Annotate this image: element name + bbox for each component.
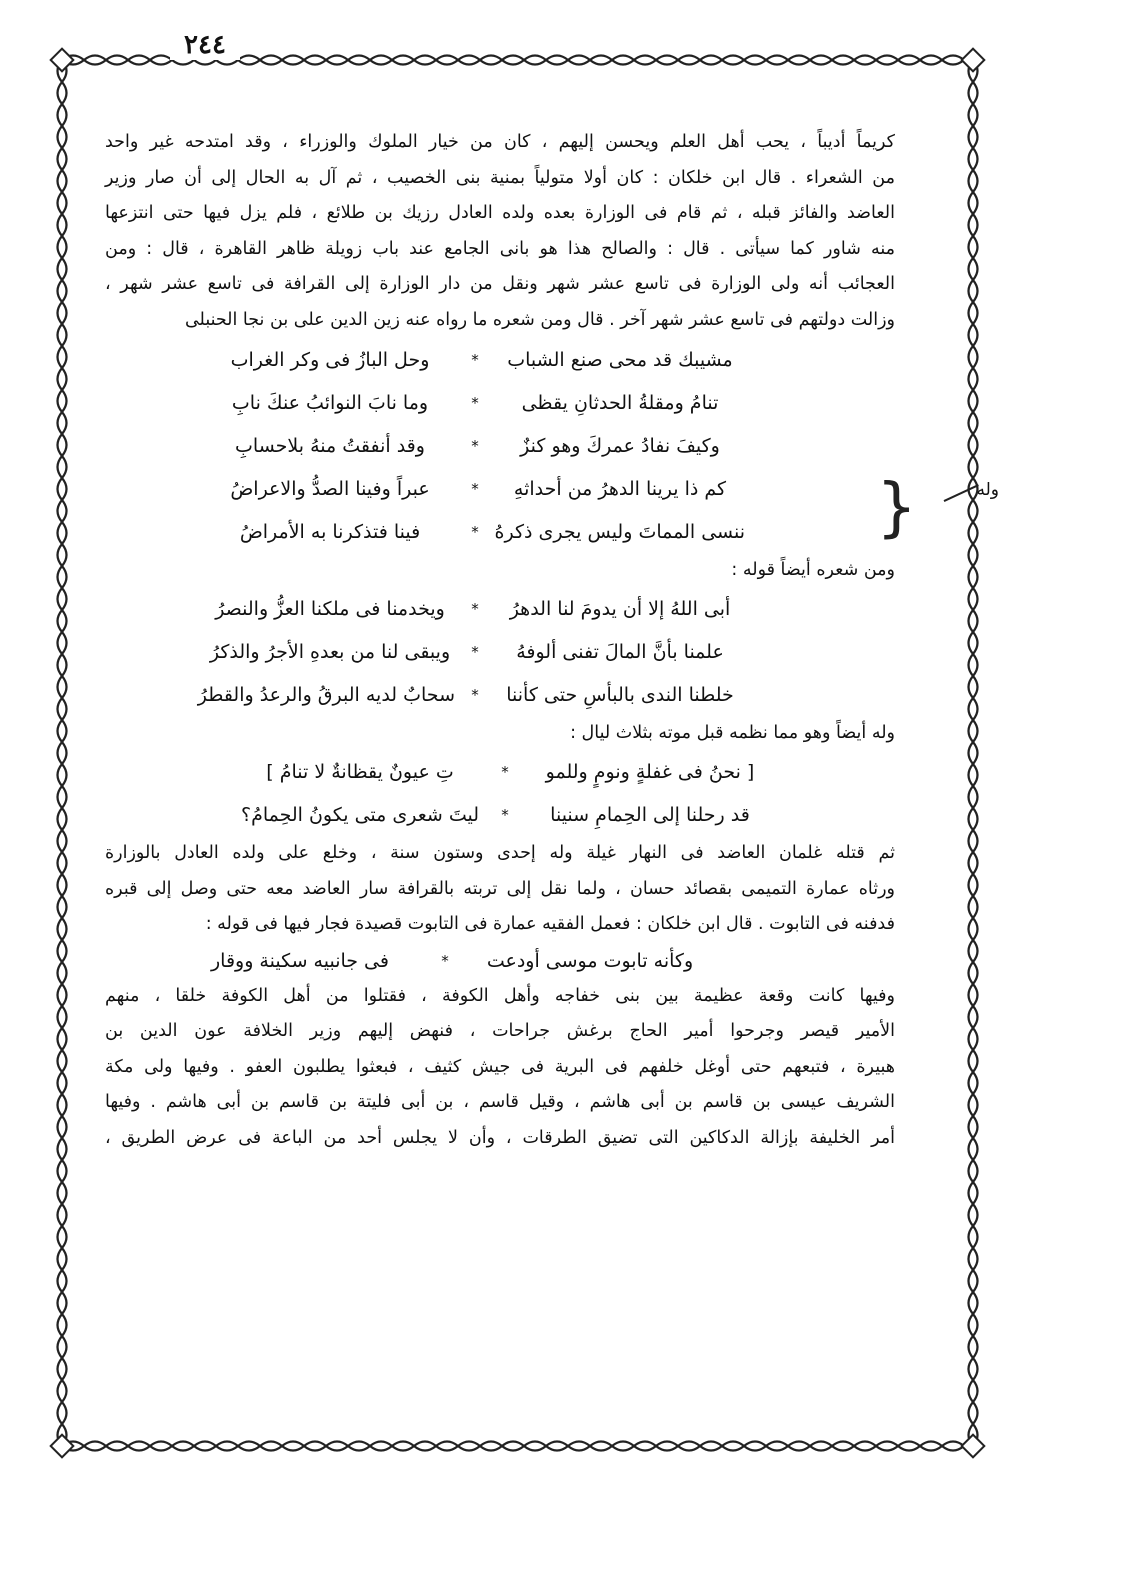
verse bbox=[105, 630, 745, 673]
verse-separator: * bbox=[471, 436, 479, 455]
verse bbox=[105, 424, 745, 467]
verse-first-half: أبى اللهُ إلا أن يدومَ لنا الدهرُ bbox=[509, 597, 731, 620]
verse-second-half: تِ عيونٌ يقظانةٌ لا تنامُ ] bbox=[266, 760, 454, 783]
verse-second-half: سحابٌ لديه البرقُ والرعدُ والقطرُ bbox=[197, 683, 455, 706]
verse-second-half: فينا فتذكرنا به الأمراضُ bbox=[239, 520, 421, 543]
verse bbox=[105, 510, 745, 553]
text-line: العاضد والفائز قبله ، ثم قام فى الوزارة بعده ولده العادل رزيك بن طلائع ، فلم يزل فيها حتى انتزعها bbox=[105, 203, 895, 223]
text-line: هبيرة ، فتبعهم حتى أوغل خلفهم فى البرية فى جيش كثيف ، فبعثوا يطلبون العفو . وفيها ولى مكة bbox=[105, 1056, 895, 1077]
text-line: ورثاه عمارة التميمى بقصائد حسان ، ولما نقل إلى تربته بالقرافة سار العاضد معه حتى وصل إلى قبره bbox=[105, 878, 895, 899]
verse bbox=[105, 750, 775, 793]
poem-1 bbox=[105, 338, 895, 467]
verse-separator: * bbox=[441, 951, 449, 970]
text-line: الأمير قيصر وجرحوا أمير الحاج برغش جراحات ، فنهض إليهم وزير الخلافة عون الدين بن bbox=[105, 1021, 895, 1041]
verse-separator: * bbox=[471, 479, 479, 498]
text-line: من الشعراء . قال ابن خلكان : كان أولا متولياً بمنية بنى الخصيب ، ثم آل به الحال إلى أن صار وزير bbox=[105, 167, 895, 188]
verse-second-half: ويبقى لنا من بعدهِ الأجرُ والذكرُ bbox=[209, 640, 451, 663]
page-body bbox=[105, 125, 999, 1156]
verse-second-half: وقد أنفقتُ منهُ بلاحسابِ bbox=[235, 434, 425, 457]
text-line: وزالت دولتهم فى تاسع عشر شهر آخر . قال ومن شعره ما رواه عنه زين الدين على بن نجا الحنبلى bbox=[184, 309, 895, 330]
verse-separator: * bbox=[471, 685, 479, 704]
text-line: ثم قتله غلمان العاضد فى النهار غيلة وله إحدى وستون سنة ، وخلع على ولده العادل بالوزارة bbox=[105, 843, 895, 863]
text-line: العجائب أنه ولى الوزارة فى تاسع عشر شهر ونقل من دار الوزارة إلى القرافة فى تاسع عشر شهر ، bbox=[105, 274, 895, 294]
verse-first-half: مشيبك قد محى صنع الشباب bbox=[507, 348, 733, 371]
poem-3 bbox=[105, 750, 895, 836]
verse-separator: * bbox=[471, 642, 479, 661]
verse-separator: * bbox=[471, 522, 479, 541]
poem-4 bbox=[105, 943, 895, 979]
side-label: وله bbox=[976, 480, 999, 500]
verse-first-half: قد رحلنا إلى الحِمامِ سنينا bbox=[550, 803, 750, 826]
verse-first-half: خلطنا الندى بالبأسِ حتى كأننا bbox=[506, 683, 734, 706]
verse bbox=[105, 467, 745, 510]
verse-first-half: علمنا بأنَّ المالَ تفنى ألوفهُ bbox=[516, 640, 724, 663]
paragraph-1 bbox=[105, 125, 895, 338]
poem-intro: وله أيضاً وهو مما نظمه قبل موته بثلاث ليال : bbox=[570, 723, 895, 743]
verse-second-half: وما نابَ النوائبُ عنكَ نابِ bbox=[231, 391, 429, 414]
verse-second-half: ويخدمنا فى ملكنا العزُّ والنصرُ bbox=[215, 597, 445, 620]
verse bbox=[105, 338, 745, 381]
text-line: منه شاور كما سيأتى . قال : والصالح هذا هو بانى الجامع عند باب زويلة ظاهر القاهرة ، قال : ومن bbox=[105, 238, 895, 259]
verse-separator: * bbox=[471, 393, 479, 412]
paragraph-2 bbox=[105, 836, 895, 943]
poem-2 bbox=[105, 587, 895, 716]
text-line: الشريف عيسى بن قاسم بن أبى هاشم ، وقيل قاسم ، بن أبى فليتة بن قاسم بن أبى هاشم . وفيها bbox=[105, 1092, 895, 1112]
poem-bracketed bbox=[105, 467, 999, 553]
verse-first-half: ننسى المماتَ وليس يجرى ذكرهُ bbox=[494, 520, 745, 543]
verse bbox=[105, 673, 745, 716]
text-line: وفيها كانت وقعة عظيمة بين بنى خفاجه وأهل الكوفة ، فقتلوا من أهل الكوفة خلقا ، منهم bbox=[105, 985, 895, 1006]
page-number: ٢٤٤ bbox=[170, 30, 240, 60]
paragraph-3 bbox=[105, 979, 895, 1157]
verse-first-half: وكيفَ نفادُ عمركَ وهو كنزٌ bbox=[520, 434, 720, 457]
verse-second-half: ليتَ شعرى متى يكونُ الحِمامُ؟ bbox=[240, 803, 480, 826]
verse-second-half: عبراً وفينا الصدُّ والاعراضُ bbox=[230, 477, 430, 500]
curly-bracket: { bbox=[876, 471, 917, 545]
poem-intro: ومن شعره أيضاً قوله : bbox=[731, 560, 895, 580]
verse-first-half: تنامُ ومقلةُ الحدثانِ يقظى bbox=[521, 391, 719, 414]
verse-first-half: وكأنه تابوت موسى أودعت bbox=[486, 949, 694, 972]
verse bbox=[105, 943, 715, 979]
verse-second-half: فى جانبيه سكينة ووقار bbox=[211, 949, 389, 972]
text-line: فدفنه فى التابوت . قال ابن خلكان : فعمل الفقيه عمارة فى التابوت قصيدة فجار فيها فى قوله : bbox=[205, 914, 895, 934]
verse-first-half: كم ذا يرينا الدهرُ من أحداثهِ bbox=[513, 477, 727, 500]
verse bbox=[105, 381, 745, 424]
verse bbox=[105, 793, 775, 836]
verse-separator: * bbox=[501, 762, 509, 781]
text-line: كريماً أديباً ، يحب أهل العلم ويحسن إليهم ، كان من خيار الملوك والوزراء ، وقد امتدحه غير واحد bbox=[105, 132, 895, 152]
verse-separator: * bbox=[501, 805, 509, 824]
verse-separator: * bbox=[471, 599, 479, 618]
verse-first-half: [ نحنُ فى غفلةٍ ونومٍ وللمو bbox=[545, 760, 755, 783]
verse-second-half: وحل البازُ فى وكر الغراب bbox=[230, 348, 430, 371]
side-annotation bbox=[930, 473, 999, 500]
text-line: أمر الخليفة بإزالة الدكاكين التى تضيق الطرقات ، وأن لا يجلس أحد من الباعة فى عرض الطريق ، bbox=[105, 1127, 895, 1148]
verse bbox=[105, 587, 745, 630]
verse-separator: * bbox=[471, 350, 479, 369]
